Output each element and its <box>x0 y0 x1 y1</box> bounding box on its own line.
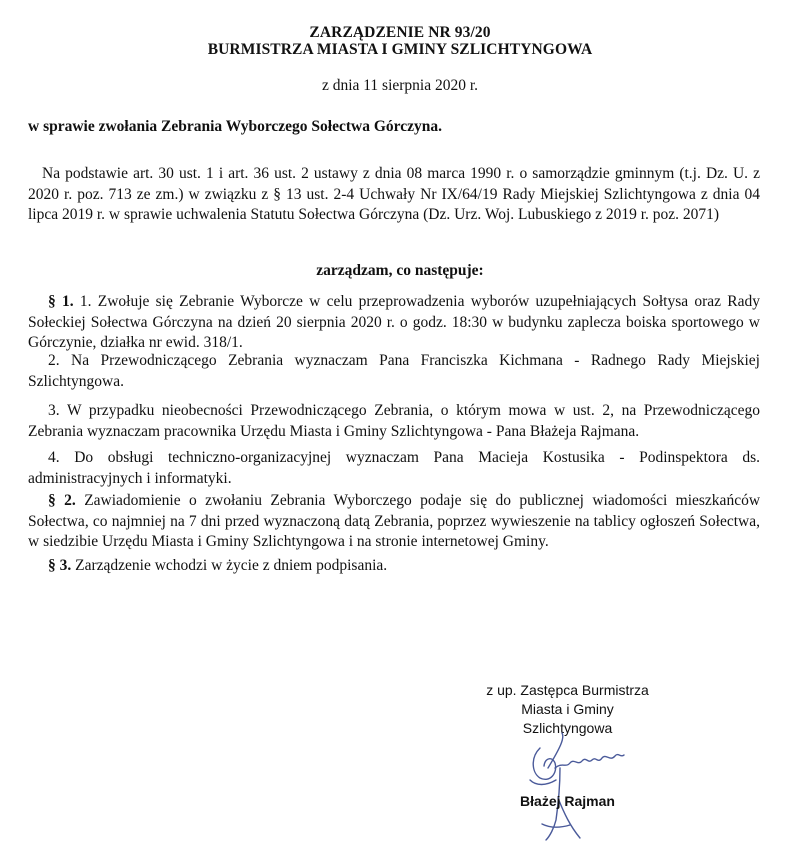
legal-basis-paragraph: Na podstawie art. 30 ust. 1 i art. 36 ust. 2 ustawy z dnia 08 marca 1990 r. o samorządzie gminnym (t.j. Dz. U. z 2020 r. poz. 713 ze zm.) w związku z § 13 ust. 2-4 Uchwały Nr IX/64/19 Rady Miejskiej Szlichtyngowa z dnia 04 lipca 2019 r. w sprawie uchwalenia Statutu Sołectwa Górczyna (Dz. Urz. Woj. Lubuskiego z 2019 r. poz. 2071) <box>28 165 760 223</box>
section-3-text: Zarządzenie wchodzi w życie z dniem podpisania. <box>75 557 388 574</box>
document-title-line1: ZARZĄDZENIE NR 93/20 <box>309 24 491 41</box>
signature-role-line2: Miasta i Gminy <box>521 701 614 717</box>
document-subject: w sprawie zwołania Zebrania Wyborczego Sołectwa Górczyna. <box>28 118 443 135</box>
section-1-item-3: 3. W przypadku nieobecności Przewodniczącego Zebrania, o którym mowa w ust. 2, na Przewodniczącego Zebrania wyznaczam pracownika Urzędu Miasta i Gminy Szlichtyngowa - Pana Błażeja Rajmana. <box>28 402 760 440</box>
section-1-item-1 <box>28 292 760 354</box>
document-date: z dnia 11 sierpnia 2020 r. <box>321 77 479 94</box>
section-1-item-1-text: 1. Zwołuje się Zebranie Wyborcze w celu przeprowadzenia wyborów uzupełniających Sołtysa oraz Rady Sołeckiej Sołectwa Górczyna na dzień 20 sierpnia 2020 r. o godz. 18:30 w budynku zaplecza boiska sportowego w Górczynie, działka nr ewid. 318/1. <box>28 293 761 351</box>
section-2 <box>28 491 760 553</box>
signature-role-line1: z up. Zastępca Burmistrza <box>486 682 649 698</box>
decree-heading: zarządzam, co następuje: <box>316 262 484 279</box>
section-1-item-2: 2. Na Przewodniczącego Zebrania wyznaczam Pana Franciszka Kichmana - Radnego Rady Miejskiej Szlichtyngowa. <box>28 352 760 390</box>
section-1-label: § 1. <box>48 293 74 310</box>
document-title-line2: BURMISTRZA MIASTA I GMINY SZLICHTYNGOWA <box>207 41 593 58</box>
section-3 <box>28 556 760 577</box>
section-1-item-4: 4. Do obsługi techniczno-organizacyjnej wyznaczam Pana Macieja Kostusika - Podinspektora ds. administracyjnych i informatyki. <box>28 449 760 487</box>
signature-role-line3: Szlichtyngowa <box>522 720 613 736</box>
handwritten-signature <box>500 728 630 843</box>
section-3-label: § 3. <box>48 557 72 574</box>
section-2-text: Zawiadomienie o zwołaniu Zebrania Wyborczego podaje się do publicznej wiadomości mieszkańców Sołectwa, co najmniej na 7 dni przed wyznaczoną datą Zebrania, poprzez wywieszenie na tablicy ogłoszeń Sołectwa, w siedzibie Urzędu Miasta i Gminy Szlichtyngowa i na stronie internetowej Gminy. <box>28 492 761 550</box>
section-2-label: § 2. <box>48 492 76 509</box>
signer-name: Błażej Rajman <box>520 793 615 809</box>
